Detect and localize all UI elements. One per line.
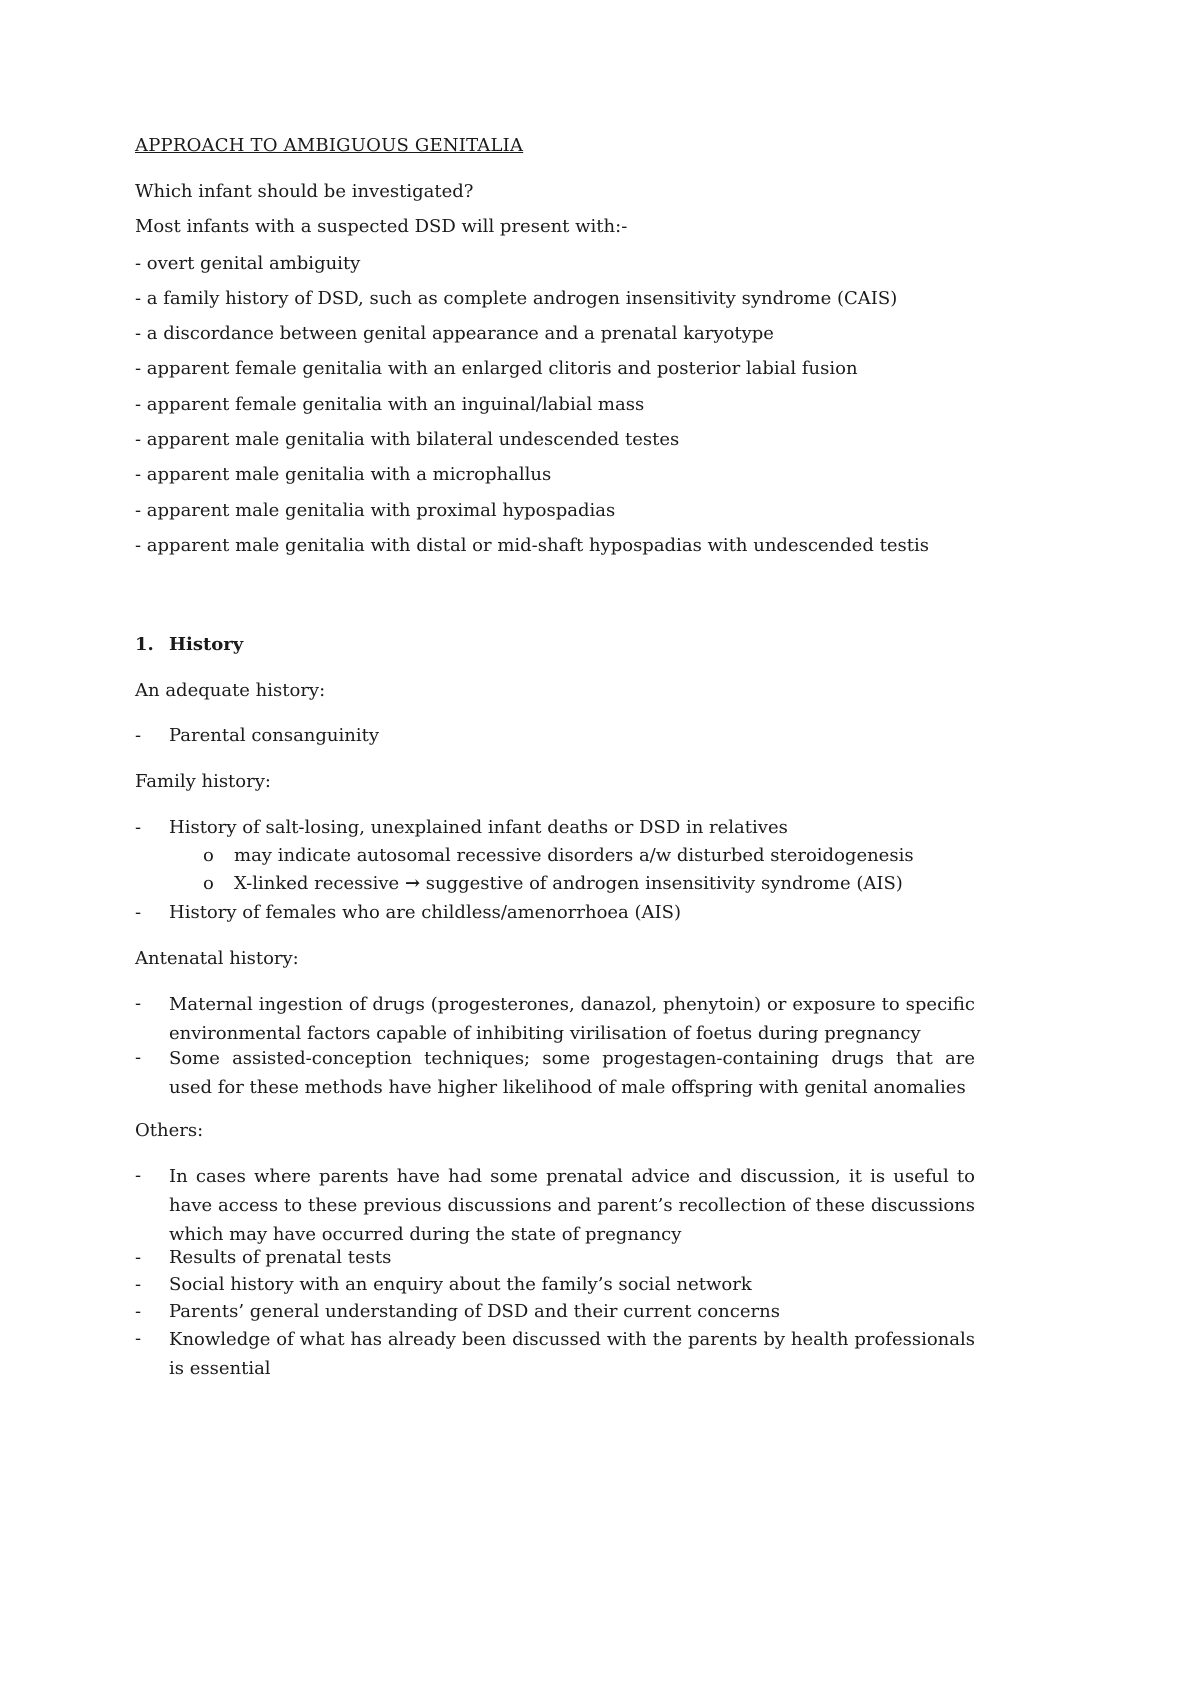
list-item: Some assisted-conception techniques; some progestagen-containing drugs that are used for these methods have higher likelihood of male offspring with genital anomalies	[169, 1048, 975, 1098]
list-item: Parents’ general understanding of DSD and their current concerns	[169, 1301, 780, 1322]
others-label: Others:	[135, 1120, 204, 1141]
intro-item: - apparent female genitalia with an enlarged clitoris and posterior labial fusion	[135, 358, 858, 379]
sub-list-item: may indicate autosomal recessive disorders a/w disturbed steroidogenesis	[234, 845, 914, 866]
section-number: 1.	[135, 634, 154, 655]
list-dash: -	[135, 1301, 142, 1322]
intro-item: - apparent male genitalia with proximal hypospadias	[135, 500, 616, 521]
list-item: Results of prenatal tests	[169, 1247, 392, 1268]
intro-item: - a family history of DSD, such as complete androgen insensitivity syndrome (CAIS)	[135, 288, 898, 309]
intro-item: - apparent male genitalia with a microphallus	[135, 464, 552, 485]
family-history-label: Family history:	[135, 771, 271, 792]
sub-list-item-text: X-linked recessive	[234, 873, 400, 894]
sub-bullet: o	[203, 873, 214, 894]
list-dash: -	[135, 993, 142, 1014]
list-dash: -	[135, 1247, 142, 1268]
sub-bullet: o	[203, 845, 214, 866]
adequate-history-label: An adequate history:	[135, 680, 326, 701]
list-item: In cases where parents have had some prenatal advice and discussion, it is useful to have access to these previous discussions and parent’s recollection of these discussions which may have occurred during the state of pregnancy	[169, 1166, 975, 1245]
sub-list-item	[234, 873, 903, 894]
list-item: Social history with an enquiry about the family’s social network	[169, 1274, 752, 1295]
intro-item: - overt genital ambiguity	[135, 253, 361, 274]
list-dash: -	[135, 1165, 142, 1186]
list-dash: -	[135, 817, 142, 838]
intro-item: - apparent female genitalia with an inguinal/labial mass	[135, 394, 645, 415]
list-item: Knowledge of what has already been discussed with the parents by health professionals is essential	[169, 1329, 975, 1379]
intro-lead: Most infants with a suspected DSD will present with:-	[135, 216, 628, 237]
intro-item: - apparent male genitalia with bilateral undescended testes	[135, 429, 680, 450]
list-item: History of females who are childless/amenorrhoea (AIS)	[169, 902, 681, 923]
antenatal-history-label: Antenatal history:	[135, 948, 299, 969]
list-dash: -	[135, 1328, 142, 1349]
list-dash: -	[135, 1047, 142, 1068]
list-item: History of salt-losing, unexplained infant deaths or DSD in relatives	[169, 817, 788, 838]
list-item: Parental consanguinity	[169, 725, 380, 746]
sub-list-item-text: suggestive of androgen insensitivity syndrome (AIS)	[425, 873, 903, 894]
list-dash: -	[135, 1274, 142, 1295]
document-title: APPROACH TO AMBIGUOUS GENITALIA	[135, 135, 524, 156]
intro-item: - apparent male genitalia with distal or mid-shaft hypospadias with undescended testis	[135, 535, 929, 556]
right-arrow-icon: →	[404, 873, 421, 894]
intro-question: Which infant should be investigated?	[135, 181, 474, 202]
intro-item: - a discordance between genital appearance and a prenatal karyotype	[135, 323, 774, 344]
section-heading: History	[169, 634, 244, 655]
list-item: Maternal ingestion of drugs (progesterones, danazol, phenytoin) or exposure to specific environmental factors capable of inhibiting virilisation of foetus during pregnancy	[169, 994, 975, 1044]
list-dash: -	[135, 902, 142, 923]
list-dash: -	[135, 725, 142, 746]
